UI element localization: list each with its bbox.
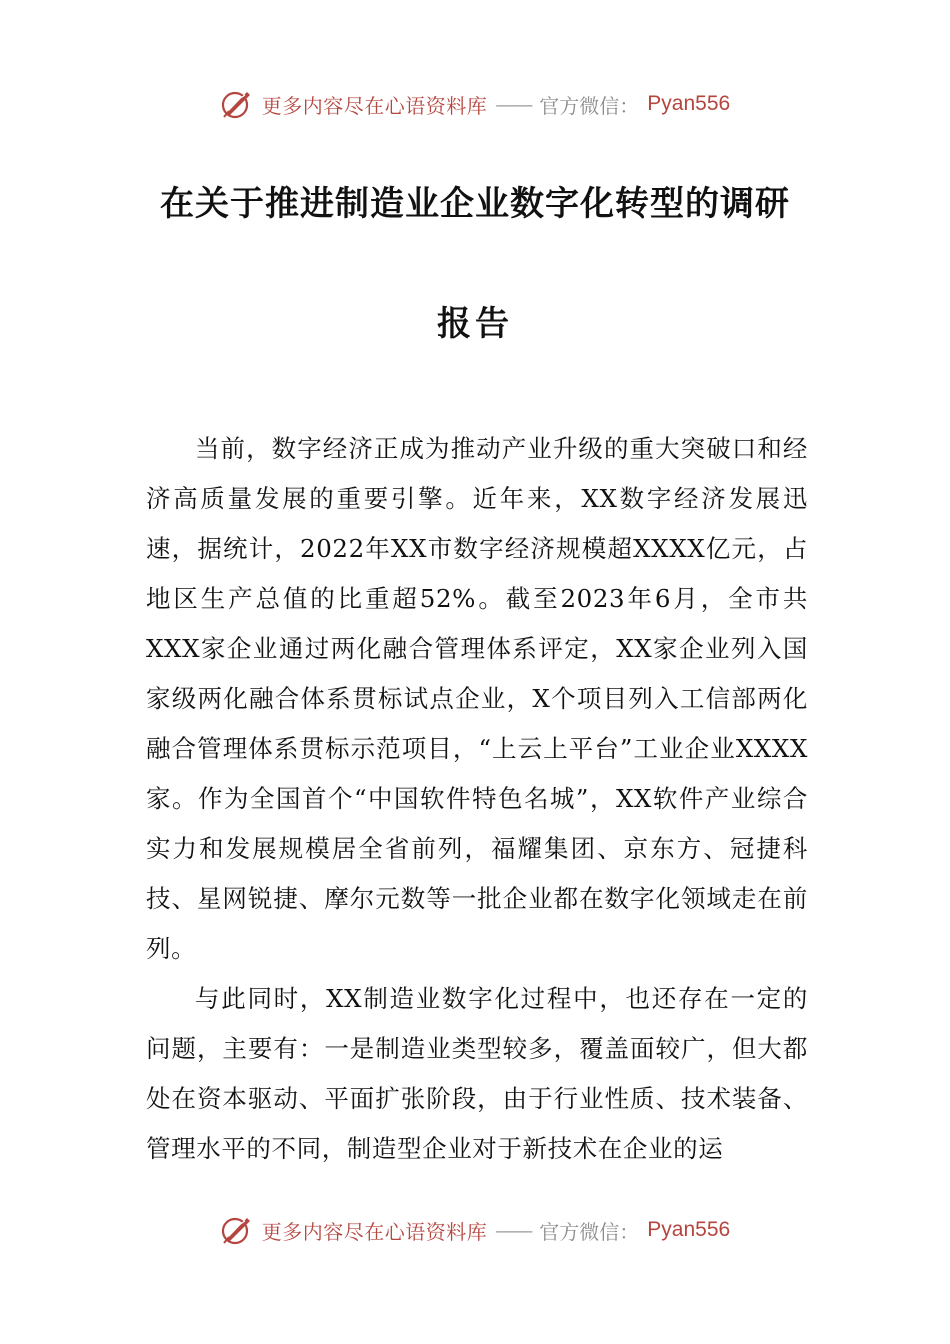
wechat-label: 官方微信： — [539, 1219, 640, 1244]
banner-dash: —— — [495, 92, 532, 116]
wechat-id: Pyan556 — [647, 92, 731, 115]
wechat-id: Pyan556 — [647, 1218, 731, 1241]
wechat-label: 官方微信： — [539, 93, 640, 118]
header-banner — [0, 82, 950, 126]
quill-logo-icon — [220, 1213, 254, 1247]
quill-logo-icon — [220, 87, 254, 121]
brand-text: 更多内容尽在心语资料库 — [261, 93, 488, 118]
footer-banner — [0, 1208, 950, 1252]
document-title-line2: 报告 — [437, 304, 513, 344]
document-title-line1: 在关于推进制造业企业数字化转型的调研 — [160, 184, 790, 224]
brand-text: 更多内容尽在心语资料库 — [261, 1219, 488, 1244]
body-paragraph: 与此同时，XX制造业数字化过程中，也还存在一定的问题，主要有：一是制造业类型较多，覆盖面较广，但大都处在资本驱动、平面扩张阶段，由于行业性质、技术装备、管理水平的不同，制造型企业对于新技术在企业的运 — [146, 984, 808, 1163]
document-body — [146, 424, 808, 1174]
banner-dash: —— — [495, 1218, 532, 1242]
body-paragraph: 当前，数字经济正成为推动产业升级的重大突破口和经济高质量发展的重要引擎。近年来，XX数字经济发展迅速，据统计，2022年XX市数字经济规模超XXXX亿元，占地区生产总值的比重超52%。截至2023年6月，全市共XXX家企业通过两化融合管理体系评定，XX家企业列入国家级两化融合体系贯标试点企业，X个项目列入工信部两化融合管理体系贯标示范项目，“上云上平台”工业企业XXXX家。作为全国首个“中国软件特色名城”，XX软件产业综合实力和发展规模居全省前列，福耀集团、京东方、冠捷科技、星网锐捷、摩尔元数等一批企业都在数字化领域走在前列。 — [146, 434, 808, 963]
